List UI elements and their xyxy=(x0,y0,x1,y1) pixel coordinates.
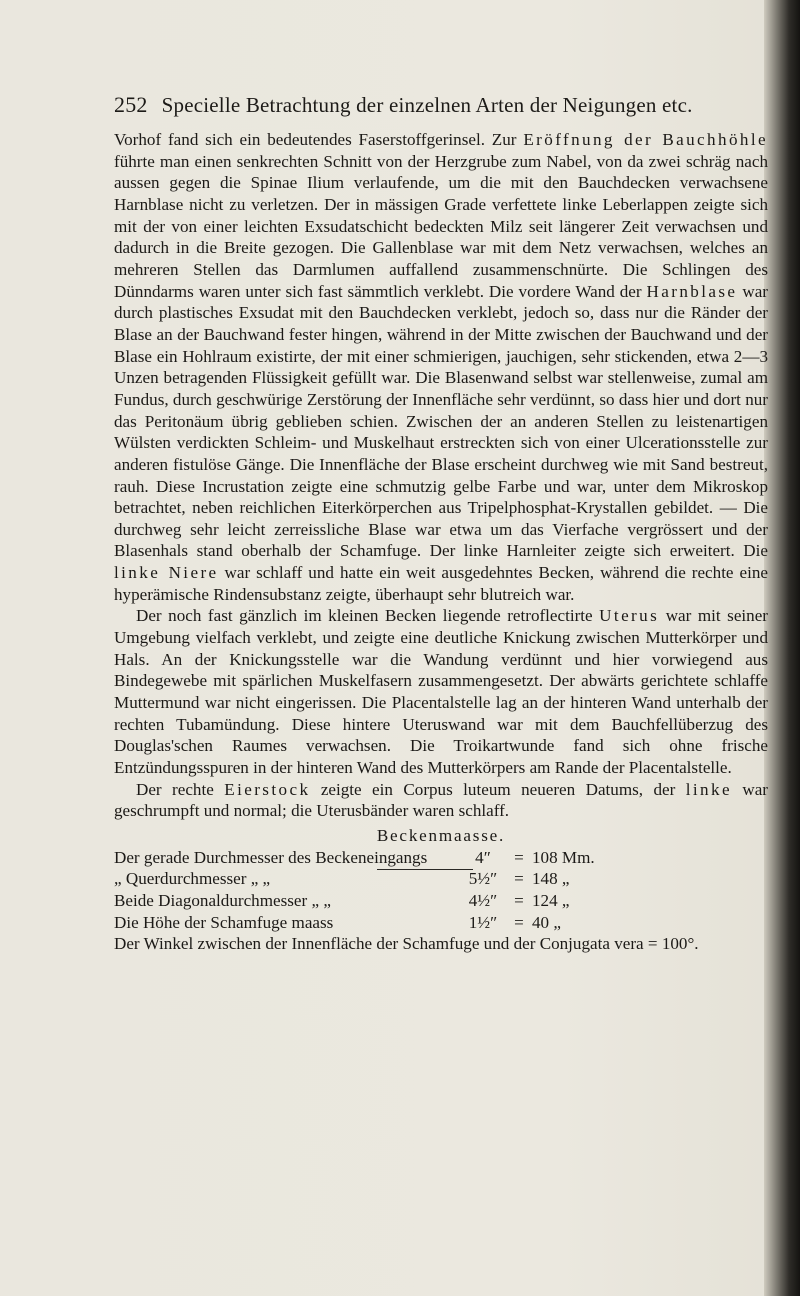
angle-note: Der Winkel zwischen der Innenfläche der Schamfuge und der Conjugata vera = 100°. xyxy=(114,934,699,954)
paragraph-3: Der rechte Eierstock zeigte ein Corpus luteum neueren Datums, der linke war geschrumpft und normal; die Uterusbänder waren schlaff. xyxy=(114,779,768,821)
header-title: Specielle Betrachtung der einzelnen Arten der Neigungen etc. xyxy=(161,93,693,117)
table-row: „ Querdurchmesser „ „ 5½″ = 148 „ xyxy=(114,869,570,889)
table-row: Der gerade Durchmesser des Beckeneingangs 4″ = 108 Mm. xyxy=(114,847,595,867)
paragraph-1: Vorhof fand sich ein bedeutendes Faserstoffgerinsel. Zur Eröffnung der Bauchhöhle führte man einen senkrechten Schnitt von der Herzgrube zum Nabel, von da zwei schräg nach aussen gegen die Spinae Ilium verlaufende, um die mit den Bauchdecken verwachsene Harnblase nicht zu verletzen. Der in mässigen Grade verfettete linke Leberlappen zeigte sich mit der von einer leichten Exsudatschicht bedeckten Milz seit längerer Zeit verwachsen und dadurch in die Breite gezogen. Die Gallenblase war mit dem Netz verwachsen, welches an mehreren Stellen das Darmlumen auffallend zusammenschnürte. Die Schlingen des Dünndarms waren unter sich fast sämmtlich verklebt. Die vordere Wand der Harnblase war durch plastisches Exsudat mit den Bauchdecken verklebt, jedoch so, dass nur die Ränder der Blase an der Bauchwand fester hingen, während in der Mitte zwischen der Bauchwand und der Blase ein Hohlraum existirte, der mit einer schmierigen, jauchigen, sehr stickenden, etwa 2—3 Unzen betragenden Flüssigkeit gefüllt war. Die Blasenwand selbst war stellenweise, zumal am Fundus, durch geschwürige Zerstörung der Innenfläche sehr verdünnt, so dass hier und dort nur das Peritonäum übrig geblieben schien. Zwischen der an anderen Stellen zu leistenartigen Wülsten verdickten Schleim- und Muskelhaut erstreckten sich von einer Ulcerationsstelle zur anderen fistulöse Gänge. Die Innenfläche der Blase erscheint durchweg wie mit Sand bestreut, rauh. Diese Incrustation zeigte eine schmutzig gelbe Farbe und war, unter dem Mikroskop betrachtet, neben reichlichen Eiterkörperchen aus Tripelphosphat-Krystallen gebildet. — Die durchweg sehr leicht zerreissliche Blase war etwa um das Vierfache vergrössert und der Blasenhals stand oberhalb der Schamfuge. Der linke Harnleiter zeigte sich erweitert. Die linke Niere war schlaff und hatte ein weit ausgedehntes Becken, während die rechte eine hyperämische Rindensubstanz zeigte, überhaupt sehr blutreich war. xyxy=(114,130,769,604)
page-number: 252 xyxy=(114,92,148,117)
table-row: Die Höhe der Schamfuge maass 1½″ = 40 „ xyxy=(114,912,561,932)
measurements-table xyxy=(114,847,616,934)
running-header xyxy=(114,92,774,118)
body-text xyxy=(114,129,768,955)
page-edge xyxy=(764,0,800,1296)
section-heading: Beckenmaasse. xyxy=(376,826,506,845)
table-row: Beide Diagonaldurchmesser „ „ 4½″ = 124 „ xyxy=(114,890,570,910)
end-rule xyxy=(377,869,473,870)
paragraph-2: Der noch fast gänzlich im kleinen Becken liegende retroflectirte Uterus war mit seiner Umgebung vielfach verklebt, und zeigte eine deutliche Knickung zwischen Mutterkörper und Hals. An der Knickungsstelle war die Wandung verdünnt und hier vorwiegend aus Bindegewebe mit spärlichen Muskelfasern zusammengesetzt. Der abwärts gerichtete schlaffe Muttermund war nicht eingerissen. Die Placentalstelle lag an der hinteren Wand unterhalb der rechten Tubamündung. Diese hintere Uteruswand war mit dem Bauchfellüberzug des Douglas'schen Raumes verwachsen. Die Troikartwunde fand sich ohne frische Entzündungsspuren in der hinteren Wand des Mutterkörpers am Rande der Placentalstelle. xyxy=(114,606,768,778)
